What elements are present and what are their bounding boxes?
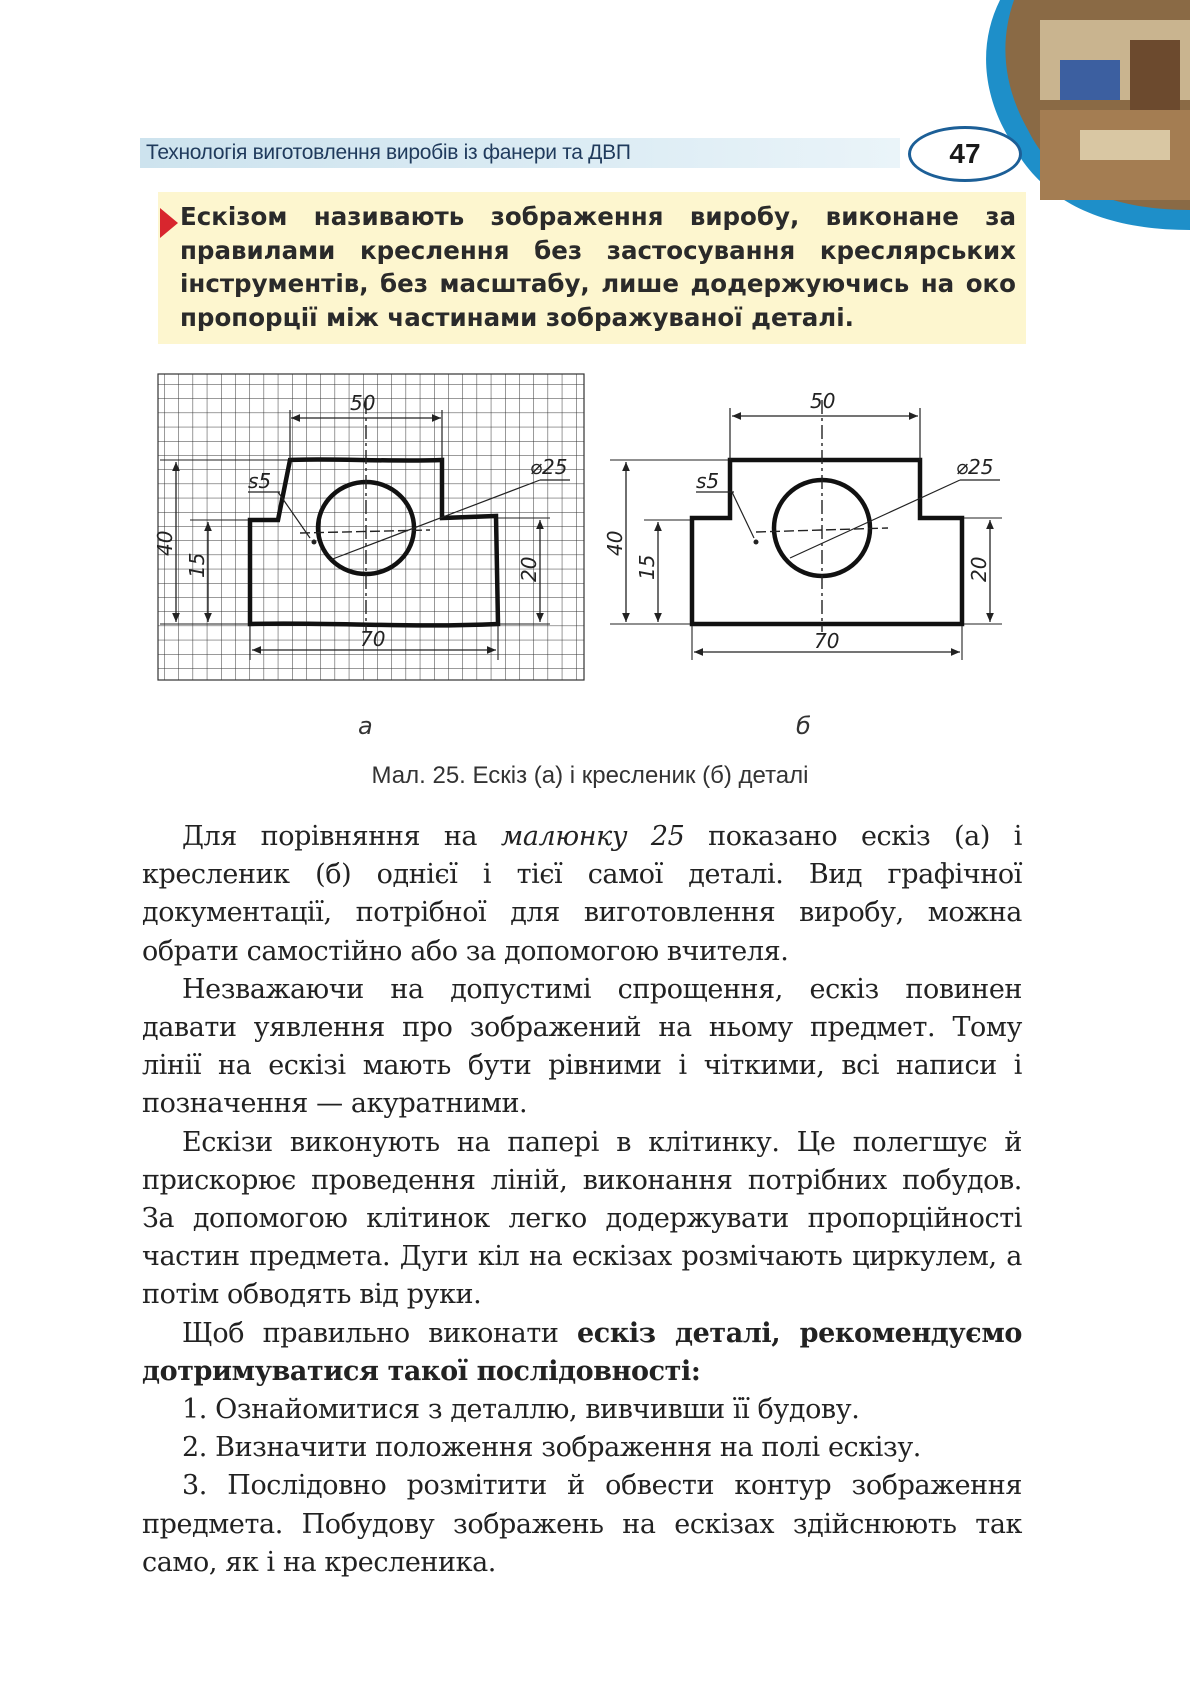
figure-25 (150, 370, 1030, 690)
dim-d25-a: ⌀25 (530, 455, 568, 479)
red-arrow-marker-icon (160, 208, 178, 238)
dim-70-a: 70 (360, 627, 386, 651)
definition-text: Ескізом називають зображення виробу, виконане за правилами креслення без застосування креслярських інструментів, без масштабу, лише додержуючись на око пропорції між частинами зображуваної деталі. (180, 202, 1016, 332)
dim-50-b: 50 (810, 389, 836, 413)
dim-20-b: 20 (967, 556, 991, 582)
step-item: 1. Ознайомитися з деталлю, вивчивши її будову. (182, 1394, 860, 1426)
step-item: 2. Визначити положення зображення на полі ескізу. (182, 1432, 921, 1464)
figure-caption: Мал. 25. Ескіз (а) і кресленик (б) деталі (371, 762, 809, 789)
figure-label-a: а (358, 712, 373, 740)
dim-15-a: 15 (185, 552, 209, 578)
paragraph-1: Для порівняння на малюнку 25 показано ескіз (а) і кресленик (б) однієї і тієї самої деталі. Вид графічної документації, потрібної для виготовлення виробу, можна обрати самостійно або за допомогою вчителя. (142, 821, 1022, 967)
body-text (142, 818, 1022, 1582)
dim-s5-a: s5 (248, 469, 272, 493)
sketch-a (153, 374, 584, 680)
dim-40-b: 40 (603, 530, 627, 556)
paragraph-4: Щоб правильно виконати ескіз деталі, рекомендуємо дотримуватися такої послідовності: (142, 1317, 1022, 1387)
paragraph-2: Незважаючи на допустимі спрощення, ескіз повинен давати уявлення про зображений на ньому предмет. Тому лінії на ескізі мають бути рівними і чіткими, всі написи і позначення — акуратними. (142, 973, 1022, 1120)
step-item: 3. Послідовно розмітити й обвести контур зображення предмета. Побудову зображень на ескізах здійснюють так само, як і на кресленика. (142, 1470, 1022, 1578)
dim-40-a: 40 (153, 530, 177, 556)
dim-d25-b: ⌀25 (956, 455, 994, 479)
figure-reference: малюнку 25 (500, 821, 685, 852)
page-number: 47 (908, 126, 1022, 182)
running-header: Технологія виготовлення виробів із фанери та ДВП (146, 141, 631, 164)
dim-50-a: 50 (350, 391, 376, 415)
dim-70-b: 70 (814, 629, 840, 653)
dim-20-a: 20 (517, 556, 541, 582)
drawing-b (603, 389, 1002, 660)
emphasis-sequence: ескіз деталі, рекомендуємо дотримуватися такої послідовності: (142, 1317, 1022, 1387)
figure-label-b: б (796, 712, 811, 740)
dim-s5-b: s5 (696, 469, 720, 493)
dim-15-b: 15 (635, 554, 659, 580)
paragraph-3: Ескізи виконують на папері в клітинку. Це полегшує й прискорює проведення ліній, виконання потрібних побудов. За допомогою клітинок легко додержувати пропорційності частин предмета. Дуги кіл на ескізах розмічають циркулем, а потім обводять від руки. (142, 1126, 1022, 1311)
